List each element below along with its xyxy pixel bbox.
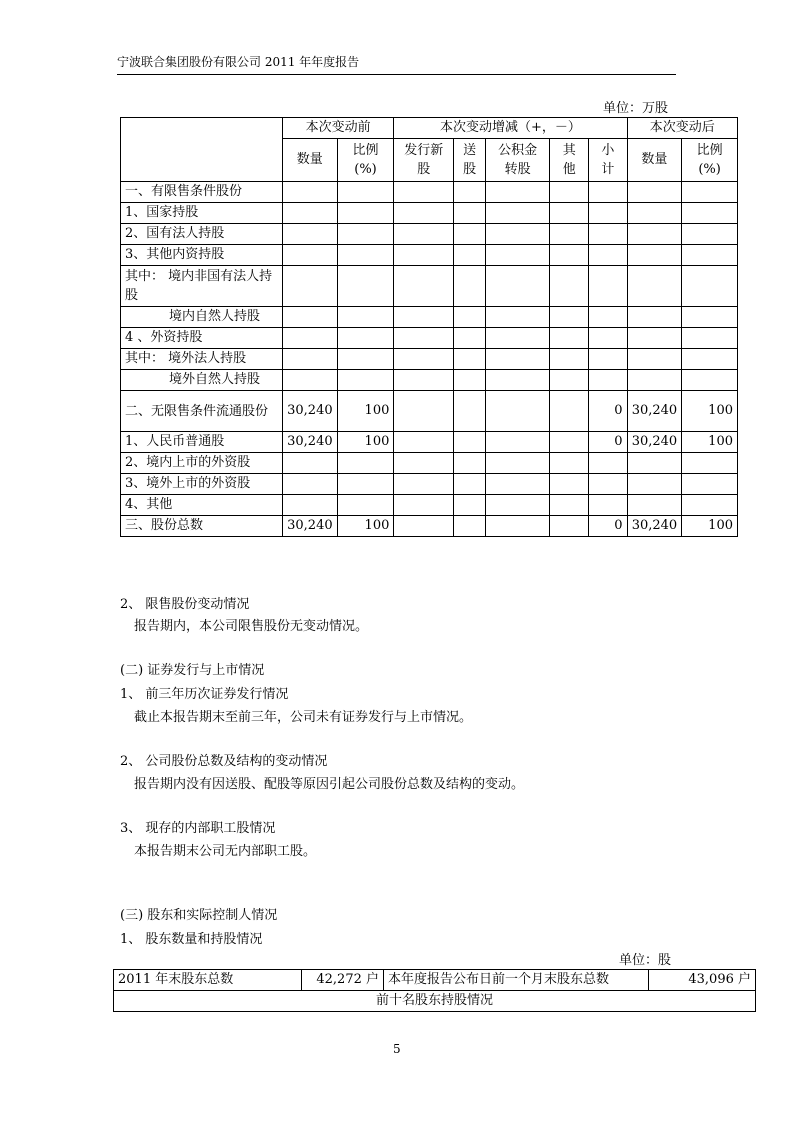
cell-reserve xyxy=(486,203,550,224)
cell-other xyxy=(550,328,589,349)
cell-ratio: 100 xyxy=(337,516,394,537)
cell-reserve xyxy=(486,349,550,370)
cell-reserve xyxy=(486,453,550,474)
running-header: 宁波联合集团股份有限公司 2011 年年度报告 xyxy=(117,55,360,69)
part-2-1-body: 截止本报告期末至前三年，公司未有证券发行与上市情况。 xyxy=(134,710,473,725)
cell-sub: 0 xyxy=(589,432,627,453)
cell-reserve xyxy=(486,245,550,266)
cell-sub xyxy=(589,328,627,349)
cell-ratio2: 100 xyxy=(682,432,738,453)
cell-other xyxy=(550,474,589,495)
year-end-holders-label: 2011 年末股东总数 xyxy=(114,970,302,991)
cell-gift xyxy=(454,182,486,203)
cell-qty xyxy=(282,307,337,328)
cell-ratio xyxy=(337,349,394,370)
top-ten-header-row xyxy=(114,991,756,1012)
part-2-2-body: 报告期内没有因送股、配股等原因引起公司股份总数及结构的变动。 xyxy=(134,777,525,792)
cell-qty2 xyxy=(627,203,682,224)
cell-issue xyxy=(394,432,454,453)
cell-qty xyxy=(282,370,337,391)
cell-reserve xyxy=(486,224,550,245)
cell-ratio2 xyxy=(682,349,738,370)
table-row xyxy=(121,432,738,453)
cell-qty xyxy=(282,224,337,245)
row-label: 其中： 境外法人持股 xyxy=(121,349,283,370)
row-label: 2、国有法人持股 xyxy=(121,224,283,245)
cell-sub xyxy=(589,349,627,370)
part-3-title: (三) 股东和实际控制人情况 xyxy=(120,908,278,923)
table-row xyxy=(121,307,738,328)
table-row xyxy=(121,495,738,516)
cell-ratio: 100 xyxy=(337,391,394,432)
cell-issue xyxy=(394,307,454,328)
cell-issue xyxy=(394,224,454,245)
col-issue: 发行新 股 xyxy=(394,139,454,182)
month-end-holders-label: 本年度报告公布日前一个月末股东总数 xyxy=(384,970,649,991)
year-end-holders-value: 42,272 户 xyxy=(302,970,384,991)
cell-gift xyxy=(454,245,486,266)
cell-ratio2 xyxy=(682,224,738,245)
row-label: 二、无限售条件流通股份 xyxy=(121,391,283,432)
cell-sub xyxy=(589,224,627,245)
header-blank-cell xyxy=(121,118,283,182)
cell-gift xyxy=(454,495,486,516)
cell-issue xyxy=(394,328,454,349)
table-body xyxy=(121,182,738,537)
cell-gift xyxy=(454,224,486,245)
cell-qty: 30,240 xyxy=(282,516,337,537)
header-rule xyxy=(117,74,676,75)
cell-qty xyxy=(282,203,337,224)
cell-other xyxy=(550,516,589,537)
table-row xyxy=(121,266,738,307)
cell-issue xyxy=(394,391,454,432)
cell-gift xyxy=(454,266,486,307)
section-2-body: 报告期内，本公司限售股份无变动情况。 xyxy=(134,619,369,634)
cell-qty xyxy=(282,245,337,266)
cell-qty xyxy=(282,328,337,349)
cell-other xyxy=(550,307,589,328)
cell-reserve xyxy=(486,370,550,391)
cell-qty2 xyxy=(627,245,682,266)
cell-other xyxy=(550,453,589,474)
cell-qty xyxy=(282,266,337,307)
cell-gift xyxy=(454,349,486,370)
cell-reserve xyxy=(486,328,550,349)
cell-other xyxy=(550,182,589,203)
cell-reserve xyxy=(486,182,550,203)
part-2-title: (二) 证券发行与上市情况 xyxy=(120,663,265,678)
row-label: 3、境外上市的外资股 xyxy=(121,474,283,495)
part-2-3-title: 3、 现存的内部职工股情况 xyxy=(120,821,276,836)
col-ratio: 比例 (%) xyxy=(337,139,394,182)
cell-gift xyxy=(454,391,486,432)
cell-qty2 xyxy=(627,474,682,495)
row-label: 三、股份总数 xyxy=(121,516,283,537)
table-row xyxy=(121,245,738,266)
cell-qty2 xyxy=(627,349,682,370)
cell-sub xyxy=(589,266,627,307)
cell-ratio2 xyxy=(682,203,738,224)
cell-gift xyxy=(454,474,486,495)
part-2-1-title: 1、 前三年历次证券发行情况 xyxy=(120,687,289,702)
cell-qty: 30,240 xyxy=(282,432,337,453)
table-row xyxy=(121,370,738,391)
cell-qty2 xyxy=(627,266,682,307)
cell-other xyxy=(550,391,589,432)
cell-qty xyxy=(282,349,337,370)
cell-ratio2 xyxy=(682,328,738,349)
cell-other xyxy=(550,266,589,307)
cell-qty xyxy=(282,474,337,495)
page-number: 5 xyxy=(393,1042,401,1056)
shareholder-count-row xyxy=(114,970,756,991)
cell-reserve xyxy=(486,266,550,307)
table-row xyxy=(121,224,738,245)
row-label: 4、其他 xyxy=(121,495,283,516)
cell-ratio2 xyxy=(682,453,738,474)
cell-sub: 0 xyxy=(589,391,627,432)
part-2-3-body: 本报告期末公司无内部职工股。 xyxy=(134,844,317,859)
table2-unit: 单位：股 xyxy=(619,953,672,968)
cell-sub xyxy=(589,495,627,516)
row-label: 1、国家持股 xyxy=(121,203,283,224)
cell-gift xyxy=(454,432,486,453)
cell-qty2 xyxy=(627,307,682,328)
col-qty2: 数量 xyxy=(627,139,682,182)
cell-ratio xyxy=(337,266,394,307)
cell-ratio xyxy=(337,474,394,495)
cell-issue xyxy=(394,370,454,391)
cell-qty2 xyxy=(627,328,682,349)
cell-other xyxy=(550,370,589,391)
cell-issue xyxy=(394,349,454,370)
col-gift: 送 股 xyxy=(454,139,486,182)
table-row xyxy=(121,349,738,370)
col-reserve: 公积金 转股 xyxy=(486,139,550,182)
cell-other xyxy=(550,495,589,516)
cell-reserve xyxy=(486,474,550,495)
cell-ratio2 xyxy=(682,495,738,516)
cell-ratio2 xyxy=(682,266,738,307)
cell-qty2 xyxy=(627,224,682,245)
section-2-title: 2、 限售股份变动情况 xyxy=(120,597,250,612)
row-label: 一、有限售条件股份 xyxy=(121,182,283,203)
cell-gift xyxy=(454,370,486,391)
table-row xyxy=(121,391,738,432)
top-ten-holders-title: 前十名股东持股情况 xyxy=(114,991,756,1012)
cell-ratio2: 100 xyxy=(682,516,738,537)
cell-sub xyxy=(589,182,627,203)
cell-ratio2 xyxy=(682,245,738,266)
table-row xyxy=(121,474,738,495)
table-row xyxy=(121,328,738,349)
row-label: 境内自然人持股 xyxy=(121,307,283,328)
table-row xyxy=(121,453,738,474)
shareholder-count-table xyxy=(113,969,756,1012)
cell-other xyxy=(550,224,589,245)
cell-gift xyxy=(454,307,486,328)
part-2-2-title: 2、 公司股份总数及结构的变动情况 xyxy=(120,754,328,769)
cell-qty2: 30,240 xyxy=(627,516,682,537)
cell-qty2 xyxy=(627,370,682,391)
cell-ratio xyxy=(337,245,394,266)
table-header-row xyxy=(121,118,738,139)
cell-other xyxy=(550,349,589,370)
cell-ratio xyxy=(337,203,394,224)
cell-issue xyxy=(394,516,454,537)
cell-sub xyxy=(589,370,627,391)
cell-other xyxy=(550,245,589,266)
cell-ratio xyxy=(337,224,394,245)
col-other: 其 他 xyxy=(550,139,589,182)
cell-other xyxy=(550,432,589,453)
cell-sub xyxy=(589,203,627,224)
table-row xyxy=(121,182,738,203)
cell-ratio xyxy=(337,495,394,516)
cell-gift xyxy=(454,328,486,349)
cell-issue xyxy=(394,182,454,203)
cell-reserve xyxy=(486,495,550,516)
table-row xyxy=(121,516,738,537)
cell-sub xyxy=(589,453,627,474)
cell-issue xyxy=(394,266,454,307)
cell-ratio: 100 xyxy=(337,432,394,453)
cell-qty2: 30,240 xyxy=(627,391,682,432)
cell-sub xyxy=(589,245,627,266)
cell-qty: 30,240 xyxy=(282,391,337,432)
cell-reserve xyxy=(486,307,550,328)
month-end-holders-value: 43,096 户 xyxy=(649,970,756,991)
col-qty: 数量 xyxy=(282,139,337,182)
group-after: 本次变动后 xyxy=(627,118,737,139)
cell-other xyxy=(550,203,589,224)
cell-qty2 xyxy=(627,495,682,516)
cell-ratio xyxy=(337,307,394,328)
cell-qty2 xyxy=(627,182,682,203)
row-label: 2、境内上市的外资股 xyxy=(121,453,283,474)
cell-issue xyxy=(394,495,454,516)
cell-sub xyxy=(589,307,627,328)
cell-ratio2: 100 xyxy=(682,391,738,432)
cell-issue xyxy=(394,453,454,474)
table1-unit: 单位：万股 xyxy=(603,101,669,116)
cell-ratio2 xyxy=(682,307,738,328)
row-label: 境外自然人持股 xyxy=(121,370,283,391)
cell-ratio2 xyxy=(682,182,738,203)
cell-ratio xyxy=(337,182,394,203)
cell-gift xyxy=(454,453,486,474)
row-label: 其中： 境内非国有法人持股 xyxy=(121,266,283,307)
cell-reserve xyxy=(486,432,550,453)
group-change: 本次变动增减（+，－） xyxy=(394,118,627,139)
cell-issue xyxy=(394,474,454,495)
cell-ratio2 xyxy=(682,370,738,391)
row-label: 1、人民币普通股 xyxy=(121,432,283,453)
cell-ratio xyxy=(337,328,394,349)
col-subtotal: 小 计 xyxy=(589,139,627,182)
cell-qty xyxy=(282,453,337,474)
cell-reserve xyxy=(486,516,550,537)
cell-qty xyxy=(282,182,337,203)
cell-ratio2 xyxy=(682,474,738,495)
cell-issue xyxy=(394,203,454,224)
cell-ratio xyxy=(337,453,394,474)
cell-sub xyxy=(589,474,627,495)
cell-qty2 xyxy=(627,453,682,474)
group-before: 本次变动前 xyxy=(282,118,393,139)
cell-ratio xyxy=(337,370,394,391)
cell-reserve xyxy=(486,391,550,432)
cell-qty2: 30,240 xyxy=(627,432,682,453)
cell-sub: 0 xyxy=(589,516,627,537)
cell-gift xyxy=(454,516,486,537)
row-label: 4 、外资持股 xyxy=(121,328,283,349)
cell-qty xyxy=(282,495,337,516)
table-row xyxy=(121,203,738,224)
row-label: 3、其他内资持股 xyxy=(121,245,283,266)
cell-issue xyxy=(394,245,454,266)
part-3-1-title: 1、 股东数量和持股情况 xyxy=(120,932,263,947)
col-ratio2: 比例 (%) xyxy=(682,139,738,182)
cell-gift xyxy=(454,203,486,224)
share-change-table xyxy=(120,117,738,537)
